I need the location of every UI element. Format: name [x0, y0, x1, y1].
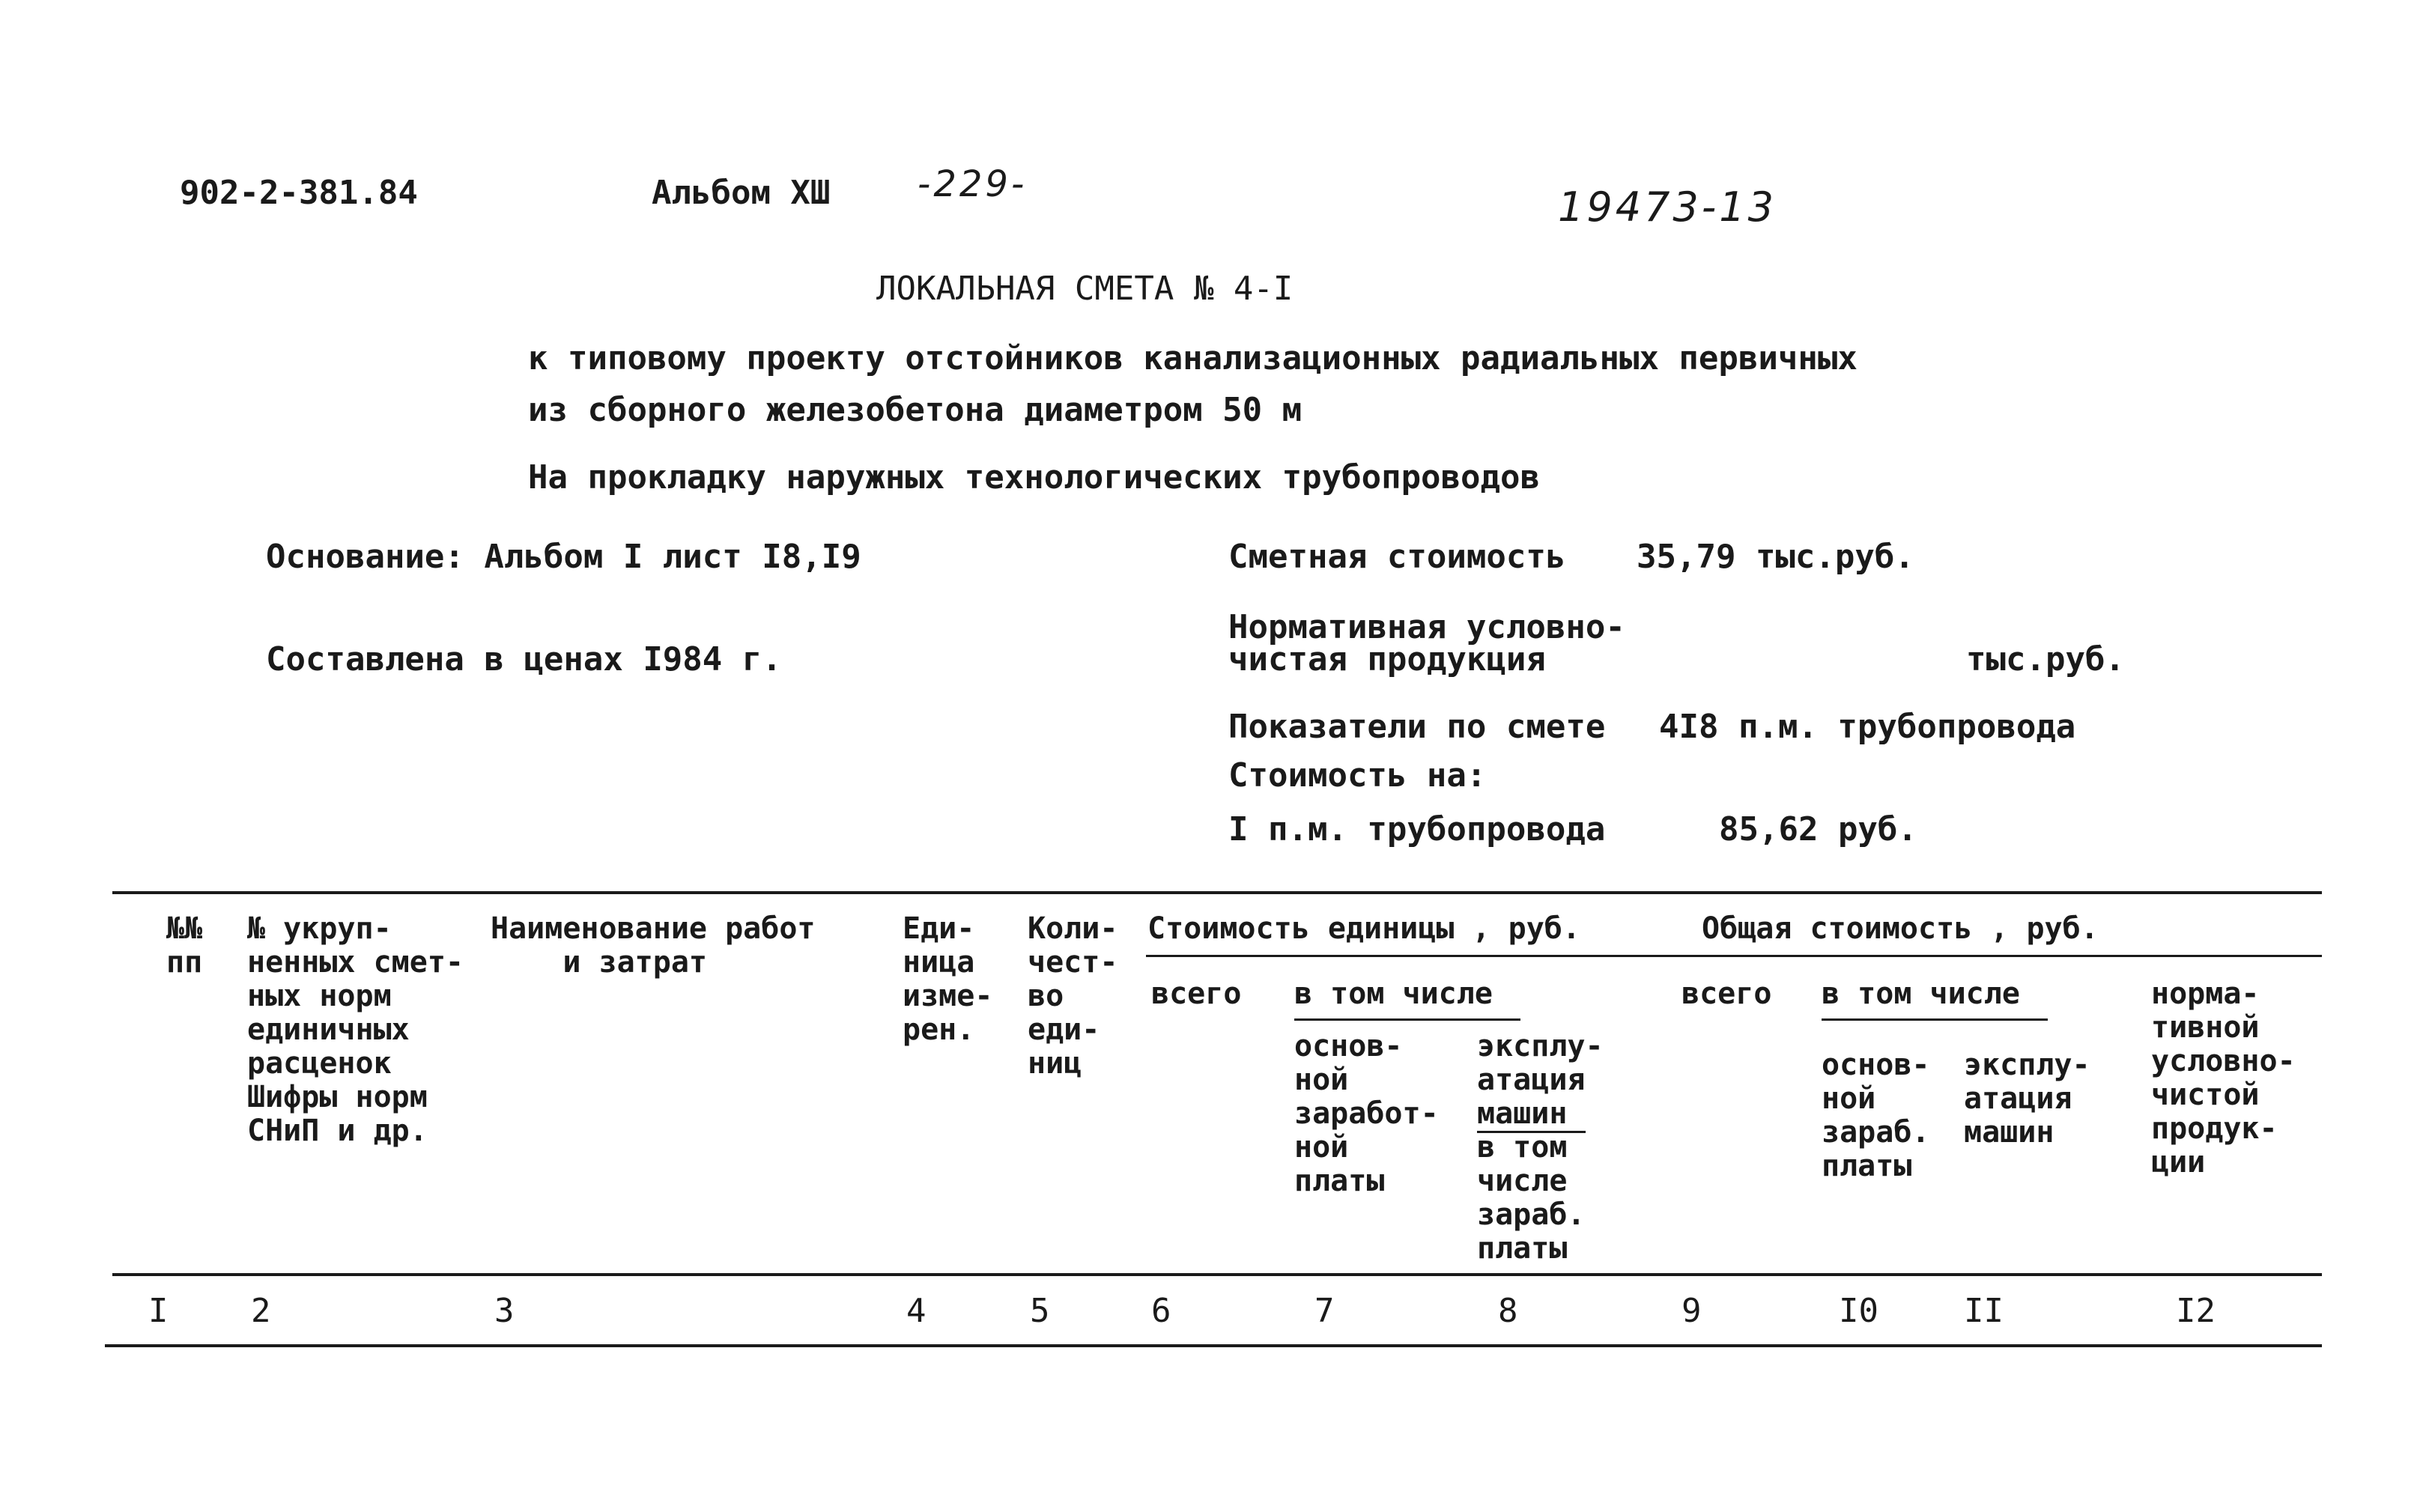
- indicators-value: 4I8 п.м. трубопровода: [1659, 708, 2076, 746]
- col-header-unit-machine-wages: в том числе зараб. платы: [1477, 1130, 1586, 1266]
- table-top-rule: [112, 891, 2322, 894]
- estimate-purpose: На прокладку наружных технологических трубопроводов: [528, 458, 1541, 497]
- col-header-work-name: Наименование работ и затрат: [491, 911, 816, 980]
- cost-on-label: Стоимость на:: [1228, 756, 1487, 795]
- column-number: 6: [1151, 1292, 1171, 1330]
- indicators-label: Показатели по смете: [1228, 708, 1606, 746]
- column-number: 7: [1314, 1292, 1335, 1330]
- column-number: 8: [1498, 1292, 1518, 1330]
- normative-unit: тыс.руб.: [1966, 640, 2125, 678]
- normative-label-line-1: Нормативная условно-: [1228, 608, 1625, 646]
- document-title: ЛОКАЛЬНАЯ СМЕТА № 4-I: [876, 270, 1294, 308]
- col-header-normative: норма- тивной условно- чистой продук- ции: [2151, 977, 2296, 1179]
- total-cost-group-header: Общая стоимость , руб.: [1702, 911, 2099, 946]
- column-number: 9: [1681, 1292, 1702, 1330]
- col-header-quantity: Коли- чест- во еди- ниц: [1028, 911, 1118, 1081]
- basis-reference: Основание: Альбом I лист I8,I9: [266, 538, 861, 576]
- group-header-rule: [1146, 955, 2322, 957]
- col-header-overall-total: всего: [1681, 977, 1772, 1011]
- normative-label-line-2: чистая продукция: [1228, 640, 1546, 678]
- unit-cost-label: I п.м. трубопровода: [1228, 810, 1606, 848]
- header-bottom-rule: [112, 1273, 2322, 1276]
- total-incl-header: в том числе: [1822, 977, 2020, 1011]
- estimated-cost-value: 35,79 тыс.руб.: [1637, 538, 1914, 576]
- col-header-unit-total: всего: [1151, 977, 1242, 1011]
- estimated-cost-label: Сметная стоимость: [1228, 538, 1566, 576]
- col-header-norm-codes: № укруп- ненных смет- ных норм единичных расценок Шифры норм СНиП и др.: [247, 911, 464, 1148]
- column-number: 2: [251, 1292, 271, 1330]
- archive-number: 19473-13: [1558, 183, 1777, 231]
- unit-cost-group-header: Стоимость единицы , руб.: [1147, 911, 1580, 946]
- subtitle-line-2: из сборного железобетона диаметром 50 м: [528, 391, 1303, 429]
- col-header-unit: Еди- ница изме- рен.: [903, 911, 993, 1047]
- column-number: I0: [1839, 1292, 1878, 1330]
- col-header-total-wages: основ- ной зараб. платы: [1822, 1048, 1930, 1183]
- document-code: 902-2-381.84: [180, 174, 418, 212]
- col-header-total-machines: эксплу- атация машин: [1964, 1048, 2090, 1150]
- album-label: Альбом ХШ: [652, 174, 831, 212]
- subtitle-line-1: к типовому проекту отстойников канализационных радиальных первичных: [528, 339, 1858, 377]
- col-header-unit-wages: основ- ной заработ- ной платы: [1294, 1029, 1439, 1198]
- unit-incl-header: в том числе: [1294, 977, 1493, 1011]
- page-number: -229-: [918, 163, 1028, 205]
- column-number: 3: [494, 1292, 515, 1330]
- unit-cost-value: 85,62 руб.: [1719, 810, 1917, 848]
- col-header-unit-machines: эксплу- атация машин: [1477, 1029, 1604, 1131]
- column-number: 5: [1030, 1292, 1050, 1330]
- prices-year: Составлена в ценах I984 г.: [266, 640, 782, 678]
- column-number: I2: [2176, 1292, 2216, 1330]
- column-number: I: [148, 1292, 169, 1330]
- col-header-row-number: №№ пп: [166, 911, 203, 980]
- unit-incl-underline: [1294, 1018, 1520, 1021]
- column-number: II: [1964, 1292, 2004, 1330]
- table-bottom-rule: [105, 1344, 2322, 1347]
- total-incl-underline: [1822, 1018, 2048, 1021]
- column-number: 4: [906, 1292, 927, 1330]
